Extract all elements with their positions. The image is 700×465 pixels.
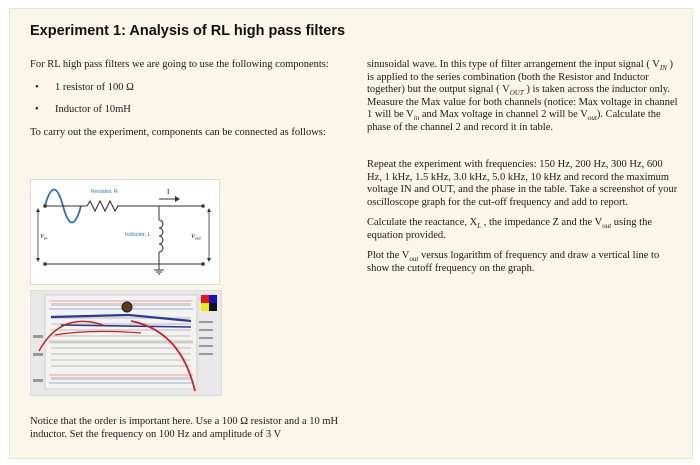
current-label: I <box>167 188 170 196</box>
vout-label: $V_{out}$ <box>191 233 201 241</box>
notice-text: Notice that the order is important here. Use a 100 Ω resistor and a 10 mH inductor. Set the frequency on 100 Hz and amplitude of 3 V <box>30 416 339 440</box>
right-column <box>367 59 679 275</box>
breadboard-image <box>30 290 222 396</box>
inductor-label: Inductor, L <box>125 232 151 238</box>
connection-text: To carry out the experiment, components can be connected as follows: <box>30 126 326 138</box>
inductor-symbol <box>159 220 163 252</box>
circuit-svg <box>31 180 219 284</box>
component-item-resistor: • 1 resistor of 100 Ω <box>30 82 330 95</box>
circuit-diagram <box>30 179 220 285</box>
procedure-paragraph-2: Repeat the experiment with frequencies: 150 Hz, 200 Hz, 300 Hz, 600 Hz, 1 kHz, 1.5 kHz, 3.0 kHz, 5.0 kHz, 10 kHz and record the maximum voltage IN and OUT, and the phase in the table. Take a screenshot of your oscilloscope graph for the cut-off frequency and add to report. <box>367 159 678 208</box>
left-column <box>30 59 330 139</box>
inductor-component <box>122 302 132 312</box>
resistor-label: Resistor, R <box>91 189 118 195</box>
resistor-symbol <box>87 201 118 211</box>
procedure-paragraph-3: Calculate the reactance, $X_L$ , the impedance Z and the $V_{out}$ using the equation provided. <box>367 217 652 241</box>
vin-label: $V_{in}$ <box>40 233 48 241</box>
page-title: Experiment 1: Analysis of RL high pass filters <box>30 23 346 39</box>
component-item-inductor: • Inductor of 10mH <box>30 104 330 117</box>
procedure-paragraph-1: sinusoidal wave. In this type of filter arrangement the input signal ( $V_{IN}$ ) is applied to the series combination (both the Resistor and Inductor together) but the output signal ( $V_{OUT}$ ) is taken across the inductor only. Measure the Max value for both channels (notice: Max voltage in channel 1 will be $V_{in}$ and Max voltage in channel 2 will be $V_{out}$). Calculate the phase of the channel 2 and record it in table. <box>367 59 678 133</box>
procedure-paragraph-4: Plot the $V_{out}$ versus logarithm of frequency and draw a vertical line to show the cutoff frequency on the graph. <box>367 250 660 274</box>
breadboard-svg <box>31 291 221 395</box>
intro-text: For RL high pass filters we are going to use the following components: <box>30 59 329 70</box>
document-page <box>9 8 693 459</box>
